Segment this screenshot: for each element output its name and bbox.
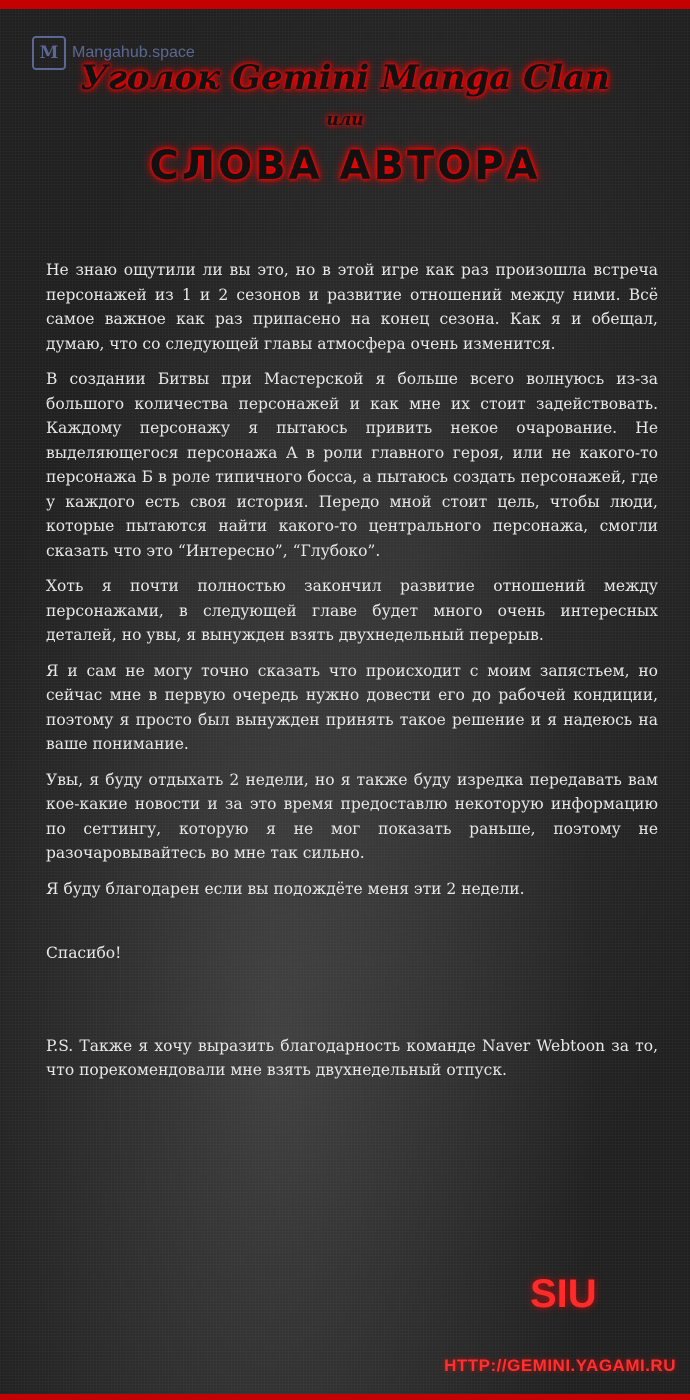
thanks-text: Спасибо! <box>46 944 122 962</box>
bottom-red-stripe <box>0 1394 690 1400</box>
site-url-link[interactable]: HTTP://GEMINI.YAGAMI.RU <box>444 1356 676 1375</box>
author-notes <box>46 258 658 1094</box>
page-title: Уголок Gemini Manga Clan <box>80 58 610 98</box>
watermark-text: Mangahub.space <box>72 44 195 61</box>
paragraph-5: Увы, я буду отдыхать 2 недели, но я также буду изредка передавать вам кое-какие новости и за это время предоставлю некоторую информацию по сеттингу, которую я не мог показать раньше, поэтому не разочаровывайтесь во мне так сильно. <box>46 770 658 862</box>
postscript: P.S. Также я хочу выразить благодарность команде Naver Webtoon за то, что порекомендовали мне взять двухнедельный отпуск. <box>46 1036 658 1079</box>
title-connector: или <box>326 110 364 130</box>
paragraph-2: В создании Битвы при Мастерской я больше всего волнуюсь из-за большого количества персонажей и как мне их стоит задействовать. Каждому персонажу я пытаюсь привить некое очарование. Не выделяющегося персонажа А в роли главного героя, или не какого-то персонажа Б в роле типичного босса, а пытаюсь создать персонажей, где у каждого есть своя история. Передо мной стоит цель, чтобы люди, которые пытаются найти какого-то центрального персонажа, смогли сказать что это “Интересно”, “Глубоко”. <box>46 370 658 560</box>
watermark-logo: M <box>32 36 66 70</box>
page-subtitle: СЛОВА АВТОРА <box>149 143 541 189</box>
author-signature: SIU <box>530 1272 597 1316</box>
paragraph-3: Хоть я почти полностью закончил развитие отношений между персонажами, в следующей главе будет много очень интересных деталей, но увы, я вынужден взять двухнедельный перерыв. <box>46 577 658 644</box>
paragraph-6: Я буду благодарен если вы подождёте меня эти 2 недели. <box>46 879 525 898</box>
top-red-stripe <box>0 0 690 9</box>
paragraph-4: Я и сам не могу точно сказать что происходит с моим запястьем, но сейчас мне в первую очередь нужно довести его до рабочей кондиции, поэтому я просто был вынужден принять такое решение и я надеюсь на ваше понимание. <box>46 661 658 753</box>
paragraph-1: Не знаю ощутили ли вы это, но в этой игре как раз произошла встреча персонажей из 1 и 2 сезонов и развитие отношений между ними. Всё самое важное как раз припасено на конец сезона. Как я и обещал, думаю, что со следующей главы атмосфера очень изменится. <box>46 261 658 353</box>
